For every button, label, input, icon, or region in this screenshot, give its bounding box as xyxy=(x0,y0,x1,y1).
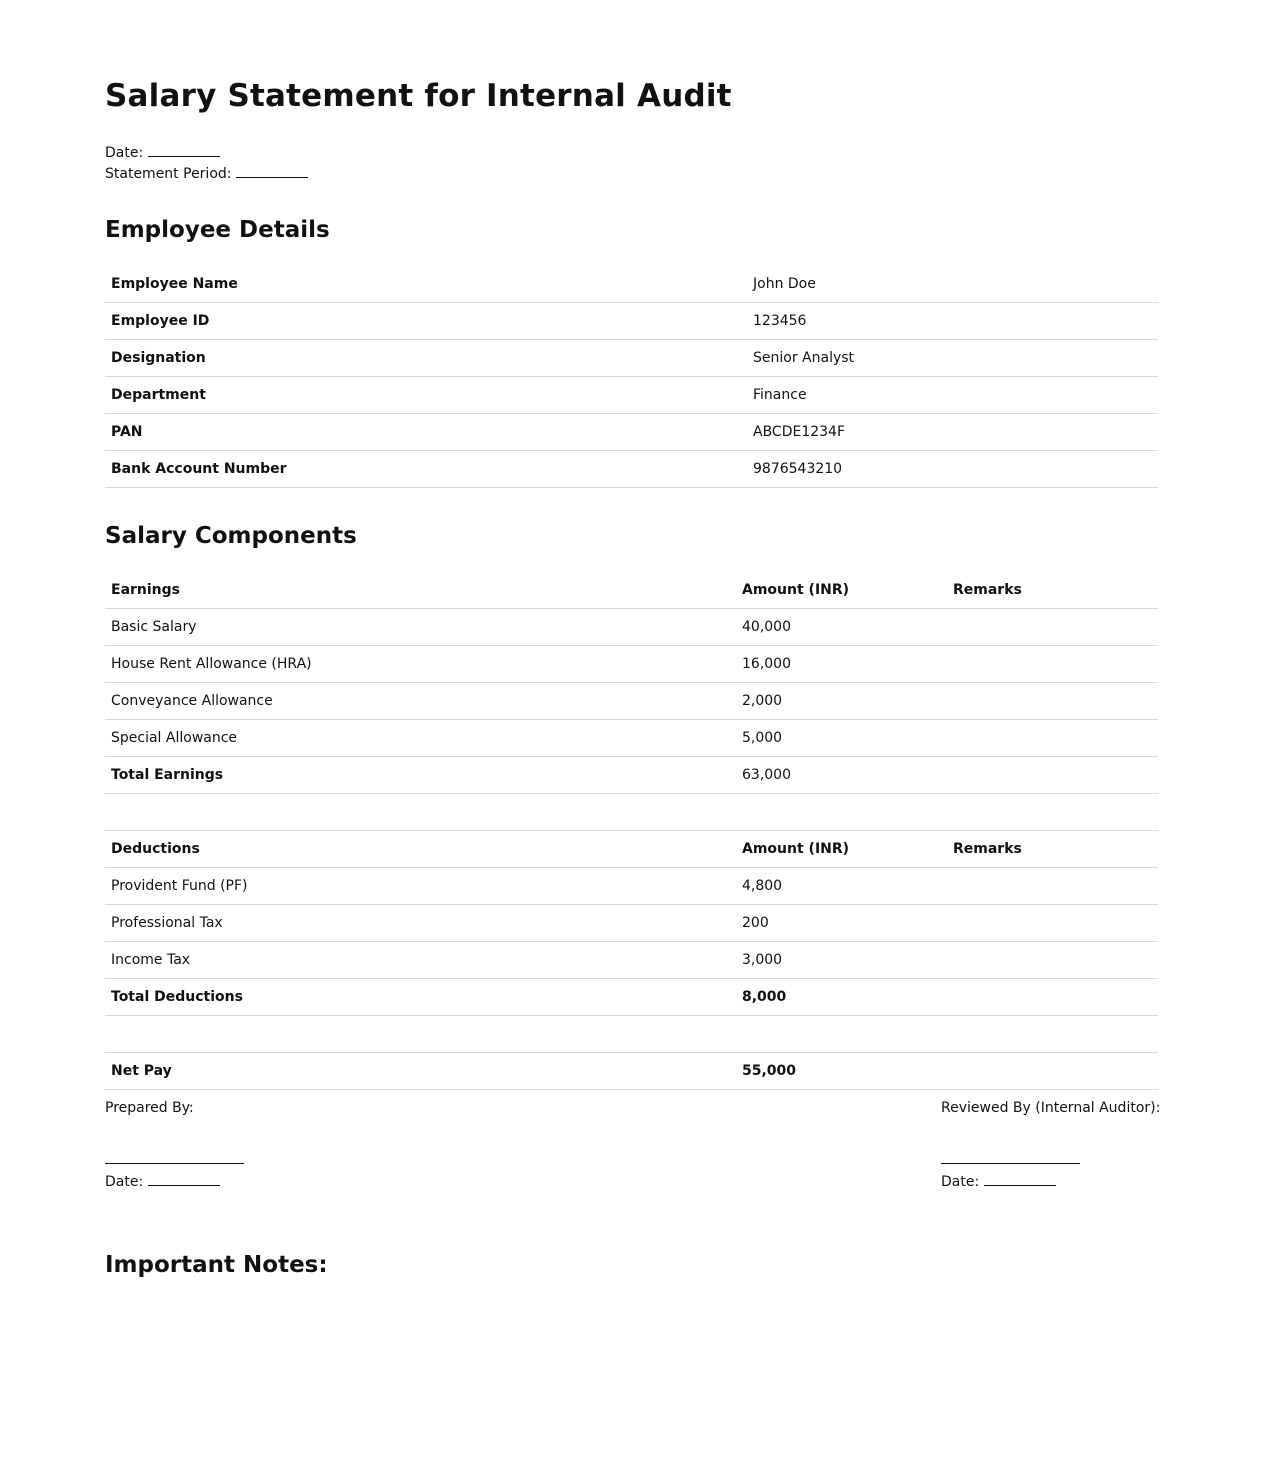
total-earnings-remarks xyxy=(947,757,1158,794)
total-deductions-amount: 8,000 xyxy=(736,979,947,1016)
prepared-date-label: Date: xyxy=(105,1174,144,1190)
deduction-remarks xyxy=(947,868,1158,905)
designation-label: Designation xyxy=(105,340,747,377)
earning-item: House Rent Allowance (HRA) xyxy=(105,646,736,683)
table-row xyxy=(105,340,1158,377)
bank-account-label: Bank Account Number xyxy=(105,451,747,488)
prepared-by-label: Prepared By: xyxy=(105,1100,194,1116)
total-deductions-remarks xyxy=(947,979,1158,1016)
statement-date xyxy=(105,143,220,161)
earning-amount: 5,000 xyxy=(736,720,947,757)
table-row xyxy=(105,905,1158,942)
table-spacer xyxy=(105,794,1158,831)
amount-column-header: Amount (INR) xyxy=(736,831,947,868)
employee-id-label: Employee ID xyxy=(105,303,747,340)
statement-period xyxy=(105,164,308,182)
reviewed-by-block xyxy=(941,1100,1160,1190)
net-pay-label: Net Pay xyxy=(105,1053,736,1090)
statement-date-label: Date: xyxy=(105,145,144,161)
reviewed-by-label: Reviewed By (Internal Auditor): xyxy=(941,1100,1161,1116)
deduction-amount: 4,800 xyxy=(736,868,947,905)
earnings-header-row xyxy=(105,572,1158,609)
earning-remarks xyxy=(947,683,1158,720)
department-label: Department xyxy=(105,377,747,414)
earning-remarks xyxy=(947,646,1158,683)
deduction-amount: 200 xyxy=(736,905,947,942)
table-row xyxy=(105,683,1158,720)
table-row xyxy=(105,451,1158,488)
employee-details-heading: Employee Details xyxy=(105,217,330,243)
earning-remarks xyxy=(947,609,1158,646)
table-spacer xyxy=(105,1016,1158,1053)
total-deductions-label: Total Deductions xyxy=(105,979,736,1016)
table-row xyxy=(105,303,1158,340)
table-row xyxy=(105,377,1158,414)
earning-amount: 40,000 xyxy=(736,609,947,646)
deduction-amount: 3,000 xyxy=(736,942,947,979)
reviewed-date-blank xyxy=(984,1172,1056,1186)
deduction-remarks xyxy=(947,942,1158,979)
remarks-column-header: Remarks xyxy=(947,572,1158,609)
total-earnings-amount: 63,000 xyxy=(736,757,947,794)
amount-column-header: Amount (INR) xyxy=(736,572,947,609)
reviewed-by-signature-line xyxy=(941,1163,1080,1164)
statement-period-label: Statement Period: xyxy=(105,166,232,182)
prepared-date-blank xyxy=(148,1172,220,1186)
employee-id-value: 123456 xyxy=(747,303,1158,340)
pan-label: PAN xyxy=(105,414,747,451)
employee-details-table xyxy=(105,266,1158,488)
table-row xyxy=(105,868,1158,905)
table-row xyxy=(105,609,1158,646)
deduction-item: Professional Tax xyxy=(105,905,736,942)
remarks-column-header: Remarks xyxy=(947,831,1158,868)
table-row xyxy=(105,646,1158,683)
prepared-by-block xyxy=(105,1100,244,1190)
total-earnings-label: Total Earnings xyxy=(105,757,736,794)
important-notes-heading: Important Notes: xyxy=(105,1252,328,1278)
statement-date-blank xyxy=(148,143,220,157)
reviewed-date xyxy=(941,1172,1160,1190)
table-row xyxy=(105,414,1158,451)
employee-name-value: John Doe xyxy=(747,266,1158,303)
reviewed-date-label: Date: xyxy=(941,1174,980,1190)
earnings-column-header: Earnings xyxy=(105,572,736,609)
earning-amount: 2,000 xyxy=(736,683,947,720)
deductions-column-header: Deductions xyxy=(105,831,736,868)
earning-remarks xyxy=(947,720,1158,757)
net-pay-remarks xyxy=(947,1053,1158,1090)
earning-item: Conveyance Allowance xyxy=(105,683,736,720)
net-pay-row xyxy=(105,1053,1158,1090)
total-deductions-row xyxy=(105,979,1158,1016)
bank-account-value: 9876543210 xyxy=(747,451,1158,488)
earning-amount: 16,000 xyxy=(736,646,947,683)
department-value: Finance xyxy=(747,377,1158,414)
employee-name-label: Employee Name xyxy=(105,266,747,303)
earning-item: Special Allowance xyxy=(105,720,736,757)
table-row xyxy=(105,266,1158,303)
page-title: Salary Statement for Internal Audit xyxy=(105,78,732,114)
deduction-item: Income Tax xyxy=(105,942,736,979)
table-row xyxy=(105,720,1158,757)
total-earnings-row xyxy=(105,757,1158,794)
salary-components-table xyxy=(105,572,1158,1090)
deduction-item: Provident Fund (PF) xyxy=(105,868,736,905)
earning-item: Basic Salary xyxy=(105,609,736,646)
table-row xyxy=(105,942,1158,979)
pan-value: ABCDE1234F xyxy=(747,414,1158,451)
salary-components-heading: Salary Components xyxy=(105,523,357,549)
deduction-remarks xyxy=(947,905,1158,942)
deductions-header-row xyxy=(105,831,1158,868)
prepared-by-signature-line xyxy=(105,1163,244,1164)
prepared-date xyxy=(105,1172,244,1190)
net-pay-amount: 55,000 xyxy=(736,1053,947,1090)
designation-value: Senior Analyst xyxy=(747,340,1158,377)
statement-period-blank xyxy=(236,164,308,178)
